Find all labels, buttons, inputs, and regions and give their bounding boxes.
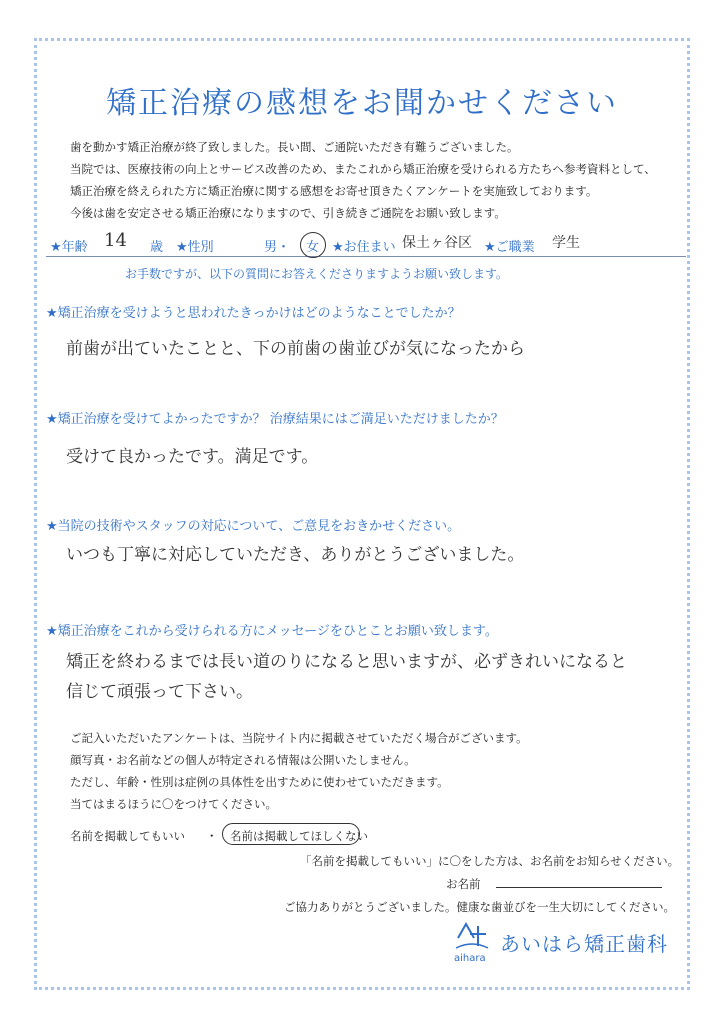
intro-text	[70, 136, 690, 224]
age-unit: 歳	[150, 240, 164, 255]
privacy-notes	[70, 727, 690, 815]
name-label: お名前	[446, 877, 481, 891]
answer-text: 受けて良かったです。満足です。	[66, 447, 319, 467]
answer-3	[66, 540, 686, 570]
consent-option-ok[interactable]: 名前を掲載してもいい	[70, 829, 185, 843]
answer-4	[66, 647, 686, 707]
intro-line: 矯正治療を終えられた方に矯正治療に関する感想をお寄せ頂きたくアンケートを実施致しております。	[70, 184, 598, 198]
question-1: ★矯正治療を受けようと思われたきっかけはどのようなことでしたか？	[46, 306, 461, 321]
logo-mark-text: aihara	[454, 953, 486, 964]
occupation-value: 学生	[552, 235, 580, 251]
question-3: ★当院の技術やスタッフの対応について、ご意見をおきかせください。	[46, 519, 461, 534]
clinic-logo-mark-icon	[452, 920, 492, 964]
request-line: お手数ですが、以下の質問にお答えくださりますようお願い致します。	[125, 267, 509, 281]
intro-line: 今後は歯を安定させる矯正治療になりますので、引き続きご通院をお願い致します。	[70, 206, 506, 220]
answer-text: 信じて頑張って下さい。	[66, 682, 253, 702]
gender-label: ★性別	[176, 240, 214, 255]
answer-text: 前歯が出ていたことと、下の前歯の歯並びが気になったから	[66, 339, 525, 359]
gender-female: 女	[306, 240, 320, 255]
occupation-label: ★ご職業	[484, 240, 535, 255]
note-line: 当てはまるほうに〇をつけてください。	[70, 797, 277, 811]
residence-value: 保土ヶ谷区	[402, 235, 472, 251]
name-instruction: 「名前を掲載してもいい」に〇をした方は、お名前をお知らせください。	[300, 854, 680, 868]
consent-separator: ・	[206, 829, 218, 843]
answer-text: いつも丁寧に対応していただき、ありがとうございました。	[66, 545, 525, 565]
question-4: ★矯正治療をこれから受けられる方にメッセージをひとことお願い致します。	[46, 624, 498, 639]
note-line: ご記入いただいたアンケートは、当院サイト内に掲載させていただく場合がございます。	[70, 731, 528, 745]
answer-1	[66, 334, 686, 364]
page-title: 矯正治療の感想をお聞かせください	[106, 86, 618, 121]
intro-line: 歯を動かす矯正治療が終了致しました。長い間、ご通院いただき有難うございました。	[70, 140, 519, 154]
note-line: 顔写真・お名前などの個人が特定される情報は公開いたしません。	[70, 753, 416, 767]
consent-option-no[interactable]: 名前は掲載してほしくない	[230, 829, 368, 843]
age-value: 14	[104, 230, 127, 251]
profile-row	[46, 232, 686, 257]
gender-male: 男・	[264, 240, 291, 255]
answer-2	[66, 442, 686, 472]
gender-circle-mark	[300, 232, 326, 258]
question-2: ★矯正治療を受けてよかったですか？ 治療結果にはご満足いただけましたか？	[46, 412, 504, 427]
answer-text: 矯正を終わるまでは長い道のりになると思いますが、必ずきれいになると	[66, 652, 627, 672]
thanks-text: ご協力ありがとうございました。健康な歯並びを一生大切にしてください。	[284, 900, 675, 914]
clinic-logo	[452, 920, 672, 964]
clinic-name: あいはら矯正歯科	[500, 932, 668, 956]
intro-line: 当院では、医療技術の向上とサービス改善のため、またこれから矯正治療を受けられる方たちへ参考資料として、	[70, 162, 656, 176]
name-consent-row	[70, 826, 690, 846]
age-label: ★年齢	[50, 240, 88, 255]
consent-circle-mark	[222, 823, 360, 845]
note-line: ただし、年齢・性別は症例の具体性を出すために使わせていただきます。	[70, 775, 449, 789]
residence-label: ★お住まい	[332, 240, 396, 255]
name-field[interactable]	[496, 887, 662, 888]
